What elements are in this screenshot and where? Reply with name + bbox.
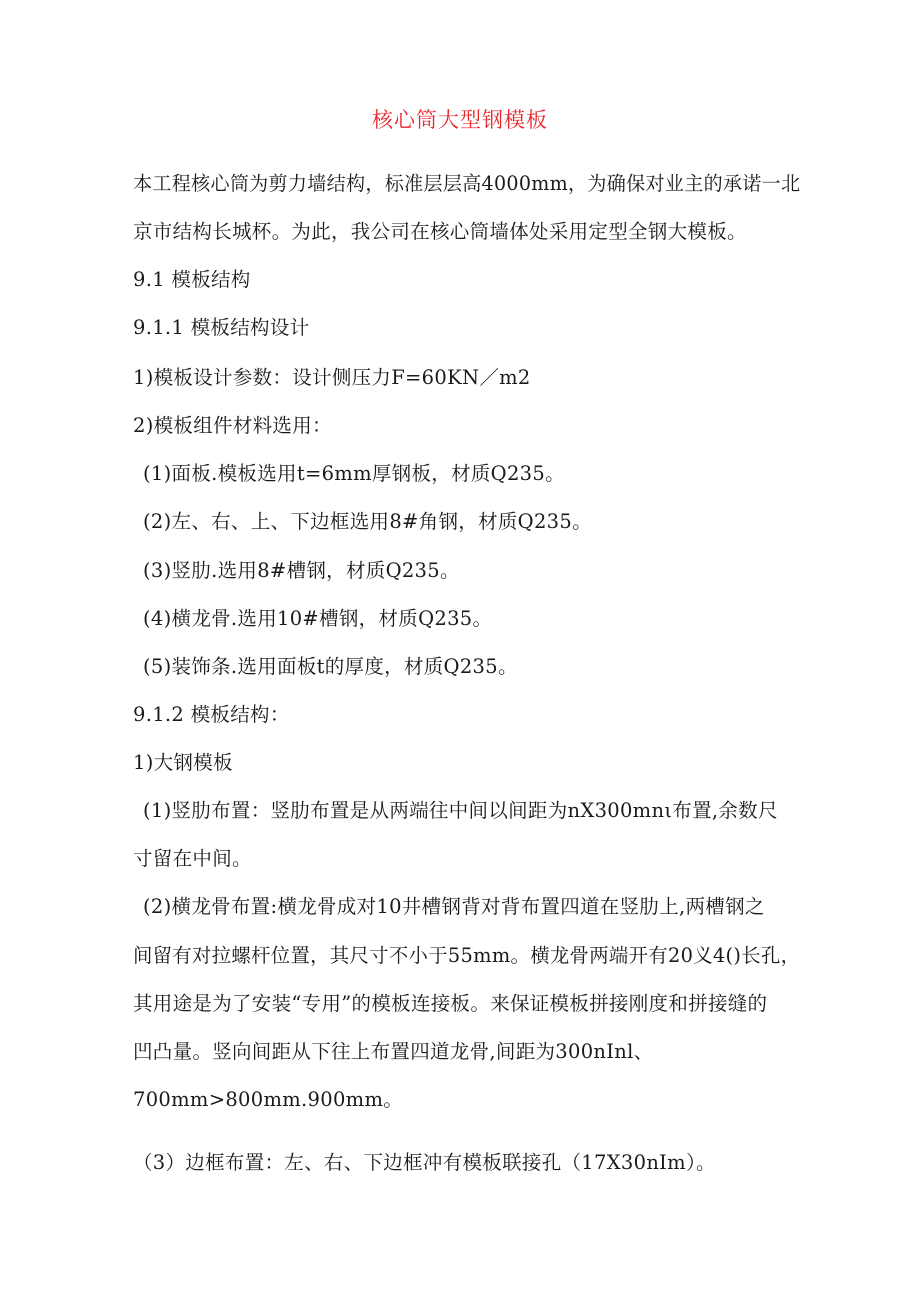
sub-list-item: (5)装饰条.选用面板t的厚度，材质Q235。 [143, 655, 518, 678]
list-item: 2)模板组件材料选用： [133, 414, 332, 437]
paragraph-line: 寸留在中间。 [133, 847, 252, 870]
paragraph-line: 间留有对拉螺杆位置，其尺寸不小于55mm。横龙骨两端开有20义4()长孔， [133, 944, 801, 967]
sub-list-item: (2)横龙骨布置:横龙骨成对10井槽钢背对背布置四道在竖肋上,两槽钢之 [143, 895, 765, 918]
sub-list-item: (4)横龙骨.选用10#槽钢，材质Q235。 [143, 607, 493, 630]
sub-list-item: （3）边框布置：左、右、下边框冲有模板联接孔（17X30nIm）。 [133, 1151, 716, 1174]
subsection-heading: 9.1.2 模板结构： [133, 703, 290, 726]
document-title: 核心筒大型钢模板 [372, 108, 548, 132]
list-item: 1)大钢模板 [133, 751, 233, 774]
sub-list-item: (3)竖肋.选用8#槽钢，材质Q235。 [143, 559, 460, 582]
paragraph-line: 京市结构长城杯。为此，我公司在核心筒墙体处采用定型全钢大模板。 [133, 220, 747, 243]
subsection-heading: 9.1.1 模板结构设计 [133, 316, 310, 339]
sub-list-item: (1)竖肋布置：竖肋布置是从两端往中间以间距为nX300mnι布置,余数尺 [143, 799, 778, 822]
paragraph-line: 本工程核心筒为剪力墙结构，标准层层高4000mm，为确保对业主的承诺一北 [133, 172, 801, 195]
paragraph-line: 其用途是为了安装“专用”的模板连接板。来保证模板拼接刚度和拼接缝的 [133, 992, 768, 1015]
section-heading: 9.1 模板结构 [133, 268, 251, 291]
paragraph-line: 凹凸量。竖向间距从下往上布置四道龙骨,间距为300nInl、 [133, 1040, 654, 1063]
sub-list-item: (1)面板.模板选用t=6mm厚钢板，材质Q235。 [143, 462, 565, 485]
sub-list-item: (2)左、右、上、下边框选用8#角钢，材质Q235。 [143, 510, 592, 533]
list-item: 1)模板设计参数：设计侧压力F=60KN／m2 [133, 366, 531, 389]
paragraph-line: 700mm>800mm.900mm。 [133, 1088, 404, 1111]
